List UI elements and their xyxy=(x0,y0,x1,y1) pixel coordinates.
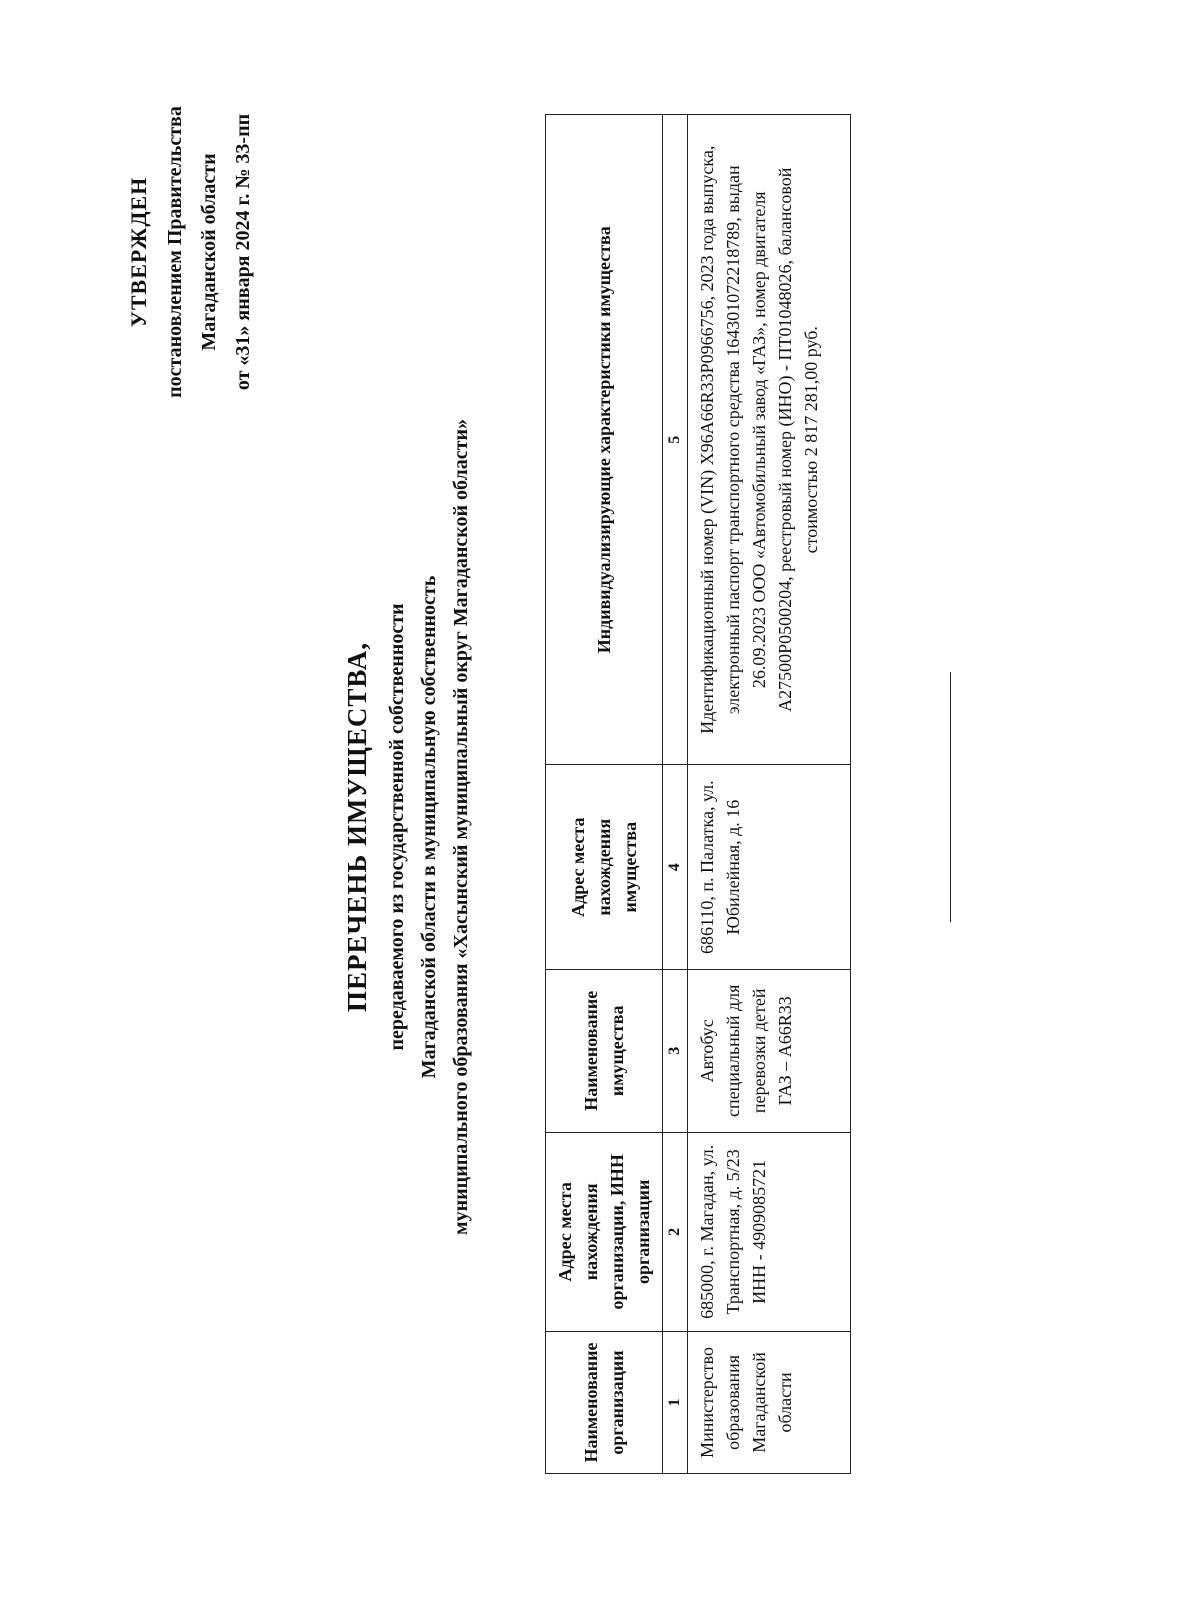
document-subtitle-2: Магаданской области в муниципальную собственность xyxy=(418,575,440,1079)
approval-line-1: постановлением Правительства xyxy=(164,106,186,398)
document-subtitle-3: муниципального образования «Хасынский муниципальный округ Магаданской области» xyxy=(450,419,472,1235)
table-header-row xyxy=(546,115,663,1474)
header-characteristics: Индивидуализирующие характеристики имущества xyxy=(546,115,663,766)
approval-stamp-block xyxy=(122,92,260,412)
header-property-name: Наименование имущества xyxy=(546,969,663,1132)
table-row xyxy=(688,115,851,1474)
cell-characteristics: Идентификационный номер (VIN) X96A66R33P0966756, 2023 года выпуска, электронный паспорт транспортного средства 164301072218789, выдан 26.09.2023 ООО «Автомобильный завод «ГАЗ», номер двигателя A27500P0500204, реестровый номер (ИНО) - ПТ01048026, балансовой стоимостью 2 817 281,00 руб. xyxy=(688,115,851,766)
cell-org-address xyxy=(688,1132,851,1331)
column-number-4: 4 xyxy=(663,765,688,969)
org-address-text: 685000, г. Магадан, ул. Транспортная, д. 5/23 xyxy=(697,1144,743,1319)
cell-property-name: Автобус специальный для перевозки детей ГАЗ – А66R33 xyxy=(688,969,851,1132)
approval-title: УТВЕРЖДЕН xyxy=(126,176,151,328)
property-table xyxy=(545,114,851,1474)
column-number-2: 2 xyxy=(663,1132,688,1331)
header-property-address: Адрес места нахождения имущества xyxy=(546,765,663,969)
column-number-row xyxy=(663,115,688,1474)
cell-org-name: Министерство образования Магаданской области xyxy=(688,1331,851,1473)
end-divider-line xyxy=(950,672,951,922)
column-number-3: 3 xyxy=(663,969,688,1132)
column-number-5: 5 xyxy=(663,115,688,766)
document-title: ПЕРЕЧЕНЬ ИМУЩЕСТВА, xyxy=(342,642,372,1012)
column-number-1: 1 xyxy=(663,1331,688,1473)
org-inn-text: ИНН - 4909085721 xyxy=(749,1159,769,1304)
header-org-address: Адрес места нахождения организации, ИНН организации xyxy=(546,1132,663,1331)
document-heading xyxy=(342,262,477,1392)
header-org-name: Наименование организации xyxy=(546,1331,663,1473)
approval-line-2: Магаданской области xyxy=(198,153,220,351)
cell-property-address: 686110, п. Палатка, ул. Юбилейная, д. 16 xyxy=(688,765,851,969)
document-subtitle-1: передаваемого из государственной собственности xyxy=(386,603,408,1051)
approval-line-3: от «31» января 2024 г. № 33-пп xyxy=(232,113,254,391)
